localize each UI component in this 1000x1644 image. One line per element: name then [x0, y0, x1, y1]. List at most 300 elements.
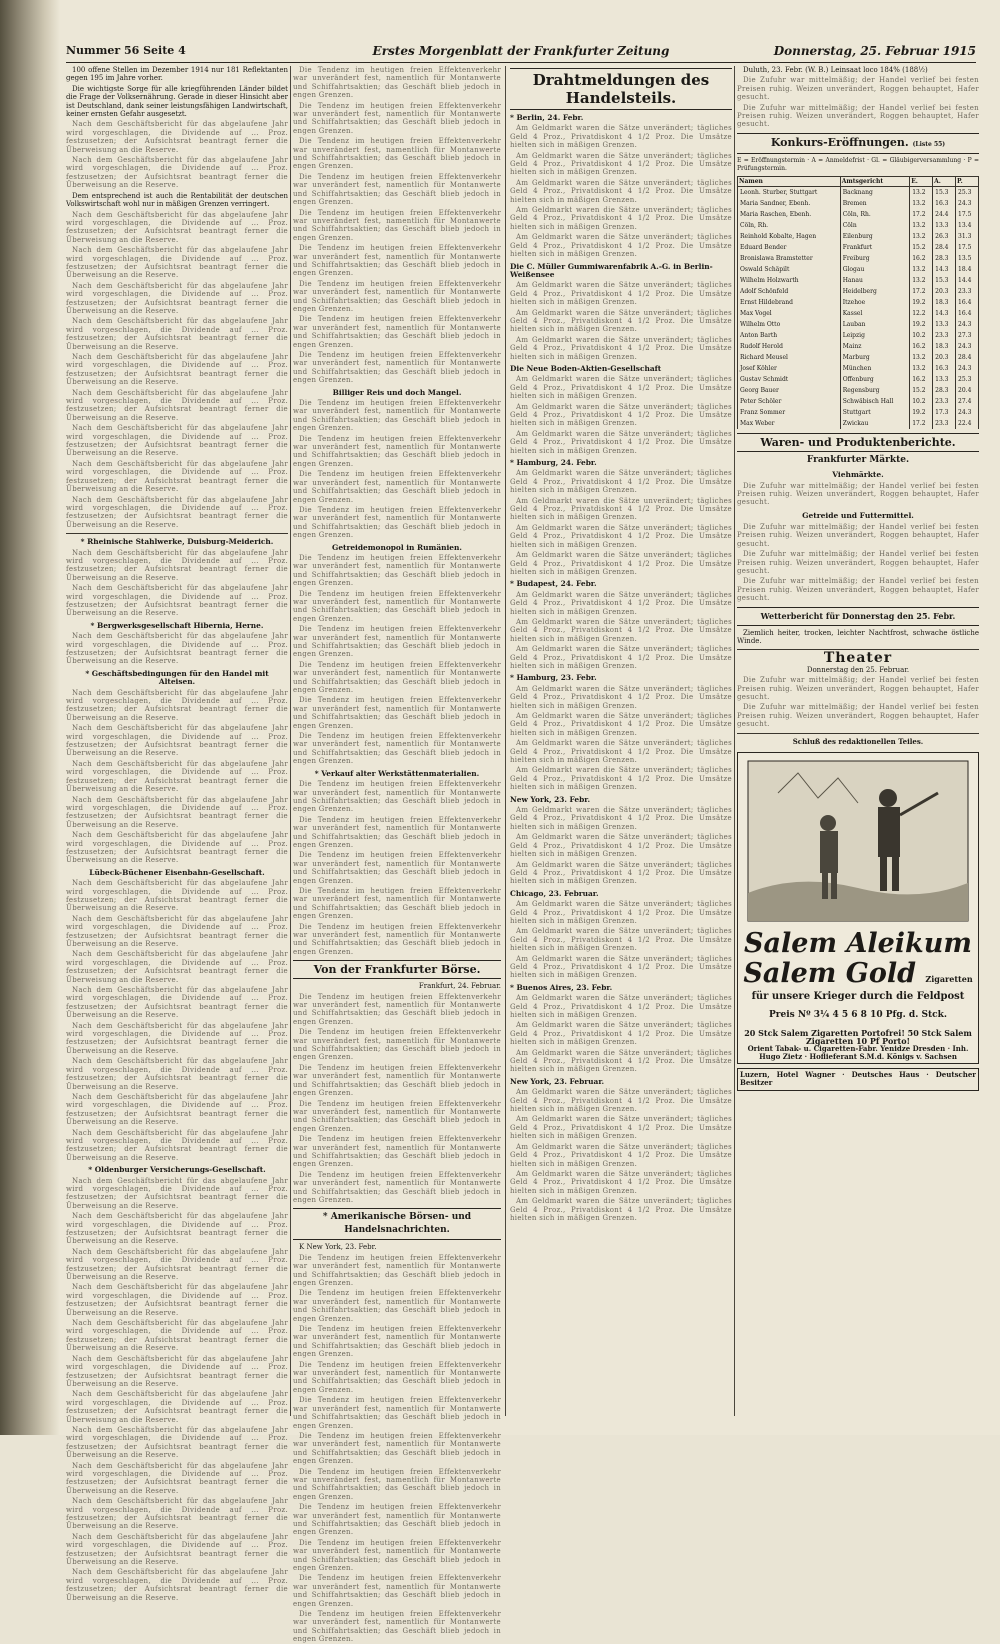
table-cell: 17.2: [910, 286, 933, 297]
article-text: Die Tendenz im heutigen freien Effektenverkehr war unverändert fest, namentlich für Montanwerte und Schiffahrtsaktien; das Geschäft blieb jedoch in engen Grenzen.: [293, 434, 501, 468]
table-cell: Lauban: [840, 319, 910, 330]
konkurs-table: [737, 176, 979, 429]
table-cell: 23.3: [933, 396, 956, 407]
article-text: Nach dem Geschäftsbericht für das abgelaufene Jahr wird vorgeschlagen, die Dividende auf ... Proz. festzusetzen; der Aufsichtsrat beantragt ferner die Überweisung an die Reserve.: [66, 1128, 288, 1162]
table-cell: Leonh. Sturber, Stuttgart: [738, 186, 841, 198]
article-text: Die Zufuhr war mittelmäßig; der Handel verlief bei festen Preisen ruhig. Weizen unverändert, Roggen behauptet, Hafer gesucht.: [737, 676, 979, 701]
table-row: [738, 341, 979, 352]
table-cell: Georg Bauer: [738, 385, 841, 396]
article-text: Nach dem Geschäftsbericht für das abgelaufene Jahr wird vorgeschlagen, die Dividende auf ... Proz. festzusetzen; der Aufsichtsrat beantragt ferner die Überweisung an die Reserve.: [66, 688, 288, 722]
article-text: Am Geldmarkt waren die Sätze unverändert; tägliches Geld 4 Proz., Privatdiskont 4 1/2 Proz. Die Umsätze hielten sich in mäßigen Grenzen.: [510, 954, 732, 980]
table-cell: 13.2: [910, 198, 933, 209]
article-text: Die Tendenz im heutigen freien Effektenverkehr war unverändert fest, namentlich für Montanwerte und Schiffahrtsaktien; das Geschäft blieb jedoch in engen Grenzen.: [293, 279, 501, 313]
article-text: Am Geldmarkt waren die Sätze unverändert; tägliches Geld 4 Proz., Privatdiskont 4 1/2 Proz. Die Umsätze hielten sich in mäßigen Grenzen.: [510, 833, 732, 859]
subsection-title: Frankfurter Märkte.: [806, 454, 910, 465]
article-text: Am Geldmarkt waren die Sätze unverändert; tägliches Geld 4 Proz., Privatdiskont 4 1/2 Proz. Die Umsätze hielten sich in mäßigen Grenzen.: [510, 927, 732, 953]
article-text: Am Geldmarkt waren die Sätze unverändert; tägliches Geld 4 Proz., Privatdiskont 4 1/2 Proz. Die Umsätze hielten sich in mäßigen Grenzen.: [510, 684, 732, 710]
article-text: Die Tendenz im heutigen freien Effektenverkehr war unverändert fest, namentlich für Montanwerte und Schiffahrtsaktien; das Geschäft blieb jedoch in engen Grenzen.: [293, 851, 501, 885]
table-row: [738, 418, 979, 429]
article-text: Nach dem Geschäftsbericht für das abgelaufene Jahr wird vorgeschlagen, die Dividende auf ... Proz. festzusetzen; der Aufsichtsrat beantragt ferner die Überweisung an die Reserve.: [66, 879, 288, 913]
article-text: Nach dem Geschäftsbericht für das abgelaufene Jahr wird vorgeschlagen, die Dividende auf ... Proz. festzusetzen; der Aufsichtsrat beantragt ferner die Überweisung an die Reserve.: [66, 584, 288, 618]
table-cell: Adolf Schönfeld: [738, 286, 841, 297]
article-text: Am Geldmarkt waren die Sätze unverändert; tägliches Geld 4 Proz., Privatdiskont 4 1/2 Proz. Die Umsätze hielten sich in mäßigen Grenzen.: [510, 124, 732, 150]
article-text: Die Tendenz im heutigen freien Effektenverkehr war unverändert fest, namentlich für Montanwerte und Schiffahrtsaktien; das Geschäft blieb jedoch in engen Grenzen.: [293, 625, 501, 659]
article-text: Am Geldmarkt waren die Sätze unverändert; tägliches Geld 4 Proz., Privatdiskont 4 1/2 Proz. Die Umsätze hielten sich in mäßigen Grenzen.: [510, 645, 732, 670]
table-row: [738, 242, 979, 253]
table-row: [738, 186, 979, 198]
table-cell: 24.3: [956, 319, 979, 330]
article-text: Nach dem Geschäftsbericht für das abgelaufene Jahr wird vorgeschlagen, die Dividende auf ... Proz. festzusetzen; der Aufsichtsrat beantragt ferner die Überweisung an die Reserve.: [66, 388, 288, 422]
table-cell: 15.2: [910, 242, 933, 253]
table-row: [738, 297, 979, 308]
table-header: Namen: [738, 176, 841, 186]
table-cell: 17.2: [910, 418, 933, 429]
article-text: Die Tendenz im heutigen freien Effektenverkehr war unverändert fest, namentlich für Montanwerte und Schiffahrtsaktien; das Geschäft blieb jedoch in engen Grenzen.: [293, 1396, 501, 1430]
table-cell: 17.5: [956, 209, 979, 220]
article-text: Die Tendenz im heutigen freien Effektenverkehr war unverändert fest, namentlich für Montanwerte und Schiffahrtsaktien; das Geschäft blieb jedoch in engen Grenzen.: [293, 172, 501, 207]
table-cell: 13.2: [910, 231, 933, 242]
table-cell: 27.4: [956, 396, 979, 407]
table-cell: 13.2: [910, 264, 933, 275]
article-text: Nach dem Geschäftsbericht für das abgelaufene Jahr wird vorgeschlagen, die Dividende auf ... Proz. festzusetzen; der Aufsichtsrat beantragt ferner die Überweisung an die Reserve.: [66, 317, 288, 351]
article-text: Nach dem Geschäftsbericht für das abgelaufene Jahr wird vorgeschlagen, die Dividende auf ... Proz. festzusetzen; der Aufsichtsrat beantragt ferner die Überweisung an die Reserve.: [66, 986, 288, 1020]
article-text: Nach dem Geschäftsbericht für das abgelaufene Jahr wird vorgeschlagen, die Dividende auf ... Proz. festzusetzen; der Aufsichtsrat beantragt ferner die Überweisung an die Reserve.: [66, 1425, 288, 1460]
article-text: Am Geldmarkt waren die Sätze unverändert; tägliches Geld 4 Proz., Privatdiskont 4 1/2 Proz. Die Umsätze hielten sich in mäßigen Grenzen.: [510, 551, 732, 576]
table-cell: 13.2: [910, 275, 933, 286]
article-text: Die Tendenz im heutigen freien Effektenverkehr war unverändert fest, namentlich für Montanwerte und Schiffahrtsaktien; das Geschäft blieb jedoch in engen Grenzen.: [293, 553, 501, 588]
article-text: Die Zufuhr war mittelmäßig; der Handel verlief bei festen Preisen ruhig. Weizen unverändert, Roggen behauptet, Hafer gesucht.: [737, 577, 979, 603]
table-cell: Maria Sandner, Ebenh.: [738, 198, 841, 209]
book-binding: [0, 0, 60, 1435]
table-cell: Frankfurt: [840, 242, 910, 253]
table-cell: Backnang: [840, 186, 910, 198]
article-text: Die Tendenz im heutigen freien Effektenverkehr war unverändert fest, namentlich für Montanwerte und Schiffahrtsaktien; das Geschäft blieb jedoch in engen Grenzen.: [293, 137, 501, 171]
table-cell: Glogau: [840, 264, 910, 275]
table-cell: Stuttgart: [840, 407, 910, 418]
article-text: Nach dem Geschäftsbericht für das abgelaufene Jahr wird vorgeschlagen, die Dividende auf ... Proz. festzusetzen; der Aufsichtsrat beantragt ferner die Überweisung an die Reserve.: [66, 795, 288, 829]
article-text: Die Tendenz im heutigen freien Effektenverkehr war unverändert fest, namentlich für Montanwerte und Schiffahrtsaktien; das Geschäft blieb jedoch in engen Grenzen.: [293, 696, 501, 730]
table-cell: 23.3: [933, 330, 956, 341]
article-text: Die Tendenz im heutigen freien Effektenverkehr war unverändert fest, namentlich für Montanwerte und Schiffahrtsaktien; das Geschäft blieb jedoch in engen Grenzen.: [293, 992, 501, 1026]
article-text: Am Geldmarkt waren die Sätze unverändert; tägliches Geld 4 Proz., Privatdiskont 4 1/2 Proz. Die Umsätze hielten sich in mäßigen Grenzen.: [510, 994, 732, 1019]
article-heading: * Buenos Aires, 23. Febr.: [510, 982, 613, 992]
article-text: Nach dem Geschäftsbericht für das abgelaufene Jahr wird vorgeschlagen, die Dividende auf ... Proz. festzusetzen; der Aufsichtsrat beantragt ferner die Überweisung an die Reserve.: [66, 632, 288, 666]
ad-brand-name: Salem Gold: [743, 958, 916, 989]
article-heading: New York, 23. Februar.: [510, 1076, 605, 1086]
table-cell: 24.3: [956, 407, 979, 418]
article-text: Am Geldmarkt waren die Sätze unverändert; tägliches Geld 4 Proz., Privatdiskont 4 1/2 Proz. Die Umsätze hielten sich in mäßigen Grenzen.: [510, 590, 732, 616]
article-text: Nach dem Geschäftsbericht für das abgelaufene Jahr wird vorgeschlagen, die Dividende auf ... Proz. festzusetzen; der Aufsichtsrat beantragt ferner die Überweisung an die Reserve.: [66, 1497, 288, 1531]
table-row: [738, 286, 979, 297]
ad-offer: 20 Stck Salem Zigaretten Portofrei! 50 Stck Salem Zigaretten 10 Pf Porto!: [744, 1028, 972, 1047]
table-row: [738, 198, 979, 209]
table-cell: 16.2: [910, 341, 933, 352]
table-row: [738, 319, 979, 330]
table-row: [738, 396, 979, 407]
table-cell: München: [840, 363, 910, 374]
page-header: [66, 44, 976, 63]
table-cell: 13.2: [910, 363, 933, 374]
table-cell: 19.2: [910, 297, 933, 308]
article-text: Nach dem Geschäftsbericht für das abgelaufene Jahr wird vorgeschlagen, die Dividende auf ... Proz. festzusetzen; der Aufsichtsrat beantragt ferner die Überweisung an die Reserve.: [66, 1319, 288, 1353]
article-text: Am Geldmarkt waren die Sätze unverändert; tägliches Geld 4 Proz., Privatdiskont 4 1/2 Proz. Die Umsätze hielten sich in mäßigen Grenzen.: [510, 1048, 732, 1074]
article-text: Am Geldmarkt waren die Sätze unverändert; tägliches Geld 4 Proz., Privatdiskont 4 1/2 Proz. Die Umsätze hielten sich in mäßigen Grenzen.: [510, 375, 732, 401]
article-text: Die Tendenz im heutigen freien Effektenverkehr war unverändert fest, namentlich für Montanwerte und Schiffahrtsaktien; das Geschäft blieb jedoch in engen Grenzen.: [293, 1431, 501, 1466]
article-text: Am Geldmarkt waren die Sätze unverändert; tägliches Geld 4 Proz., Privatdiskont 4 1/2 Proz. Die Umsätze hielten sich in mäßigen Grenzen.: [510, 308, 732, 334]
table-cell: Zwickau: [840, 418, 910, 429]
table-cell: 16.3: [933, 363, 956, 374]
ad-brand-line-1: Salem Aleikum: [744, 928, 972, 959]
article-text: Nach dem Geschäftsbericht für das abgelaufene Jahr wird vorgeschlagen, die Dividende auf ... Proz. festzusetzen; der Aufsichtsrat beantragt ferner die Überweisung an die Reserve.: [66, 548, 288, 582]
article-text: Dem entsprechend ist auch die Rentabilität der deutschen Volkswirtschaft wohl nur in mäßigen Grenzen verringert.: [66, 191, 288, 209]
soldier-illustration: [738, 753, 978, 928]
table-cell: 15.2: [910, 385, 933, 396]
article-text: Nach dem Geschäftsbericht für das abgelaufene Jahr wird vorgeschlagen, die Dividende auf ... Proz. festzusetzen; der Aufsichtsrat beantragt ferner die Überweisung an die Reserve.: [66, 1390, 288, 1424]
article-text: Am Geldmarkt waren die Sätze unverändert; tägliches Geld 4 Proz., Privatdiskont 4 1/2 Proz. Die Umsätze hielten sich in mäßigen Grenzen.: [510, 151, 732, 177]
table-cell: Marburg: [840, 352, 910, 363]
table-cell: Hanau: [840, 275, 910, 286]
table-cell: 10.2: [910, 396, 933, 407]
table-cell: Eilenburg: [840, 231, 910, 242]
article-text: Die Tendenz im heutigen freien Effektenverkehr war unverändert fest, namentlich für Montanwerte und Schiffahrtsaktien; das Geschäft blieb jedoch in engen Grenzen.: [293, 244, 501, 278]
article-text: Am Geldmarkt waren die Sätze unverändert; tägliches Geld 4 Proz., Privatdiskont 4 1/2 Proz. Die Umsätze hielten sich in mäßigen Grenzen.: [510, 206, 732, 231]
article-text: Die Tendenz im heutigen freien Effektenverkehr war unverändert fest, namentlich für Montanwerte und Schiffahrtsaktien; das Geschäft blieb jedoch in engen Grenzen.: [293, 1099, 501, 1133]
article-text: Die Tendenz im heutigen freien Effektenverkehr war unverändert fest, namentlich für Montanwerte und Schiffahrtsaktien; das Geschäft blieb jedoch in engen Grenzen.: [293, 589, 501, 623]
article-text: Nach dem Geschäftsbericht für das abgelaufene Jahr wird vorgeschlagen, die Dividende auf ... Proz. festzusetzen; der Aufsichtsrat beantragt ferner die Überweisung an die Reserve.: [66, 1568, 288, 1602]
article-text: Am Geldmarkt waren die Sätze unverändert; tägliches Geld 4 Proz., Privatdiskont 4 1/2 Proz. Die Umsätze hielten sich in mäßigen Grenzen.: [510, 233, 732, 259]
table-row: [738, 275, 979, 286]
section-title: [737, 133, 979, 154]
article-text: Nach dem Geschäftsbericht für das abgelaufene Jahr wird vorgeschlagen, die Dividende auf ... Proz. festzusetzen; der Aufsichtsrat beantragt ferner die Überweisung an die Reserve.: [66, 246, 288, 280]
article-text: Die Zufuhr war mittelmäßig; der Handel verlief bei festen Preisen ruhig. Weizen unverändert, Roggen behauptet, Hafer gesucht.: [737, 76, 979, 102]
column-rule: [505, 66, 506, 1416]
table-row: [738, 374, 979, 385]
table-cell: 17.3: [933, 407, 956, 418]
table-cell: 13.2: [910, 186, 933, 198]
table-cell: 12.2: [910, 308, 933, 319]
article-text: Die Tendenz im heutigen freien Effektenverkehr war unverändert fest, namentlich für Montanwerte und Schiffahrtsaktien; das Geschäft blieb jedoch in engen Grenzen.: [293, 1538, 501, 1572]
article-text: Die Tendenz im heutigen freien Effektenverkehr war unverändert fest, namentlich für Montanwerte und Schiffahrtsaktien; das Geschäft blieb jedoch in engen Grenzen.: [293, 780, 501, 814]
table-cell: Wilhelm Otto: [738, 319, 841, 330]
article-text: Die Tendenz im heutigen freien Effektenverkehr war unverändert fest, namentlich für Montanwerte und Schiffahrtsaktien; das Geschäft blieb jedoch in engen Grenzen.: [293, 1253, 501, 1287]
article-text: Nach dem Geschäftsbericht für das abgelaufene Jahr wird vorgeschlagen, die Dividende auf ... Proz. festzusetzen; der Aufsichtsrat beantragt ferner die Überweisung an die Reserve.: [66, 724, 288, 758]
article-heading: * Budapest, 24. Febr.: [510, 579, 597, 589]
article-text: Am Geldmarkt waren die Sätze unverändert; tägliches Geld 4 Proz., Privatdiskont 4 1/2 Proz. Die Umsätze hielten sich in mäßigen Grenzen.: [510, 860, 732, 886]
article-text: Nach dem Geschäftsbericht für das abgelaufene Jahr wird vorgeschlagen, die Dividende auf ... Proz. festzusetzen; der Aufsichtsrat beantragt ferner die Überweisung an die Reserve.: [66, 424, 288, 458]
article-text: Die Tendenz im heutigen freien Effektenverkehr war unverändert fest, namentlich für Montanwerte und Schiffahrtsaktien; das Geschäft blieb jedoch in engen Grenzen.: [293, 399, 501, 433]
issue-date: Donnerstag, 25. Februar 1915: [773, 44, 976, 58]
article-heading: * Geschäftsbedingungen für den Handel mit Alteisen.: [85, 668, 269, 687]
table-cell: 31.3: [956, 231, 979, 242]
article-text: Die Tendenz im heutigen freien Effektenverkehr war unverändert fest, namentlich für Montanwerte und Schiffahrtsaktien; das Geschäft blieb jedoch in engen Grenzen.: [293, 1170, 501, 1204]
column-rule: [734, 66, 735, 1416]
table-cell: 14.3: [933, 308, 956, 319]
ad-brand-line-2: [738, 959, 978, 994]
table-cell: 13.3: [933, 319, 956, 330]
table-cell: 13.4: [956, 220, 979, 231]
article-heading: * Hamburg, 23. Febr.: [510, 673, 597, 683]
article-text: Die Tendenz im heutigen freien Effektenverkehr war unverändert fest, namentlich für Montanwerte und Schiffahrtsaktien; das Geschäft blieb jedoch in engen Grenzen.: [293, 351, 501, 385]
table-cell: 13.2: [910, 220, 933, 231]
section-title: Drahtmeldungen des Handelsteils.: [510, 68, 732, 110]
table-cell: Franz Sommer: [738, 407, 841, 418]
article-text: Am Geldmarkt waren die Sätze unverändert; tägliches Geld 4 Proz., Privatdiskont 4 1/2 Proz. Die Umsätze hielten sich in mäßigen Grenzen.: [510, 1021, 732, 1047]
table-row: [738, 264, 979, 275]
article-heading: Getreidemonopol in Rumänien.: [332, 542, 462, 552]
table-cell: 23.3: [956, 286, 979, 297]
article-heading: New York, 23. Febr.: [510, 794, 591, 804]
subsection-title: Getreide und Futtermittel.: [802, 510, 914, 520]
article-heading: Billiger Reis und doch Mangel.: [332, 387, 462, 397]
table-cell: 13.3: [933, 220, 956, 231]
table-row: [738, 220, 979, 231]
table-cell: 27.3: [956, 330, 979, 341]
table-cell: Cöln, Rh.: [738, 220, 841, 231]
table-cell: 13.2: [910, 352, 933, 363]
table-header: E.: [910, 176, 933, 186]
article-text: Die Tendenz im heutigen freien Effektenverkehr war unverändert fest, namentlich für Montanwerte und Schiffahrtsaktien; das Geschäft blieb jedoch in engen Grenzen.: [293, 66, 501, 100]
article-text: Am Geldmarkt waren die Sätze unverändert; tägliches Geld 4 Proz., Privatdiskont 4 1/2 Proz. Die Umsätze hielten sich in mäßigen Grenzen.: [510, 739, 732, 765]
table-cell: Anton Barth: [738, 330, 841, 341]
table-cell: Peter Schöler: [738, 396, 841, 407]
article-text: Nach dem Geschäftsbericht für das abgelaufene Jahr wird vorgeschlagen, die Dividende auf ... Proz. festzusetzen; der Aufsichtsrat beantragt ferner die Überweisung an die Reserve.: [66, 1247, 288, 1282]
table-header: P.: [956, 176, 979, 186]
article-text: Nach dem Geschäftsbericht für das abgelaufene Jahr wird vorgeschlagen, die Dividende auf ... Proz. festzusetzen; der Aufsichtsrat beantragt ferner die Überweisung an die Reserve.: [66, 1021, 288, 1055]
table-cell: Oswald Schäpilt: [738, 264, 841, 275]
article-text: Die Tendenz im heutigen freien Effektenverkehr war unverändert fest, namentlich für Montanwerte und Schiffahrtsaktien; das Geschäft blieb jedoch in engen Grenzen.: [293, 1028, 501, 1062]
article-heading: * Verkauf alter Werkstättenmaterialien.: [314, 768, 480, 778]
article-text: Die Tendenz im heutigen freien Effektenverkehr war unverändert fest, namentlich für Montanwerte und Schiffahrtsaktien; das Geschäft blieb jedoch in engen Grenzen.: [293, 101, 501, 135]
hotel-advertisement: Luzern, Hotel Wagner · Deutsches Haus · Deutscher Besitzer: [737, 1068, 979, 1091]
article-text: Am Geldmarkt waren die Sätze unverändert; tägliches Geld 4 Proz., Privatdiskont 4 1/2 Proz. Die Umsätze hielten sich in mäßigen Grenzen.: [510, 1142, 732, 1168]
table-cell: 16.4: [956, 308, 979, 319]
table-header: A.: [933, 176, 956, 186]
section-title: Von der Frankfurter Börse.: [293, 960, 501, 979]
dateline: Donnerstag den 25. Februar.: [806, 665, 910, 674]
table-cell: Max Vogel: [738, 308, 841, 319]
table-cell: 18.3: [933, 297, 956, 308]
table-row: [738, 407, 979, 418]
table-cell: Ernst Hildebrand: [738, 297, 841, 308]
article-text: Die Tendenz im heutigen freien Effektenverkehr war unverändert fest, namentlich für Montanwerte und Schiffahrtsaktien; das Geschäft blieb jedoch in engen Grenzen.: [293, 505, 501, 540]
article-text: Nach dem Geschäftsbericht für das abgelaufene Jahr wird vorgeschlagen, die Dividende auf ... Proz. festzusetzen; der Aufsichtsrat beantragt ferner die Überweisung an die Reserve.: [66, 1354, 288, 1388]
table-cell: 23.3: [933, 418, 956, 429]
article-heading: * Berlin, 24. Febr.: [510, 113, 584, 122]
table-cell: 13.5: [956, 253, 979, 264]
article-text: Nach dem Geschäftsbericht für das abgelaufene Jahr wird vorgeschlagen, die Dividende auf ... Proz. festzusetzen; der Aufsichtsrat beantragt ferner die Überweisung an die Reserve.: [66, 1092, 288, 1127]
table-row: [738, 253, 979, 264]
table-row: [738, 385, 979, 396]
article-text: Die Tendenz im heutigen freien Effektenverkehr war unverändert fest, namentlich für Montanwerte und Schiffahrtsaktien; das Geschäft blieb jedoch in engen Grenzen.: [293, 1503, 501, 1537]
section-title: Theater: [823, 650, 893, 667]
article-heading: * Rheinische Stahlwerke, Duisburg-Meiderich.: [80, 537, 274, 547]
table-cell: Schwäbisch Hall: [840, 396, 910, 407]
ad-maker: Orient Tabak- u. Cigaretten-Fabr. Yenidze Dresden · Inh. Hugo Zietz · Hoflieferant S.M.d. Königs v. Sachsen: [747, 1044, 969, 1062]
table-cell: 19.2: [910, 407, 933, 418]
masthead: Erstes Morgenblatt der Frankfurter Zeitung: [372, 44, 670, 58]
ad-tagline: für unsere Krieger durch die Feldpost: [751, 991, 965, 1002]
article-text: Am Geldmarkt waren die Sätze unverändert; tägliches Geld 4 Proz., Privatdiskont 4 1/2 Proz. Die Umsätze hielten sich in mäßigen Grenzen.: [510, 1169, 732, 1195]
article-text: Nach dem Geschäftsbericht für das abgelaufene Jahr wird vorgeschlagen, die Dividende auf ... Proz. festzusetzen; der Aufsichtsrat beantragt ferner die Überweisung an die Reserve.: [66, 281, 288, 315]
table-cell: Gustav Schmidt: [738, 374, 841, 385]
article-text: Am Geldmarkt waren die Sätze unverändert; tägliches Geld 4 Proz., Privatdiskont 4 1/2 Proz. Die Umsätze hielten sich in mäßigen Grenzen.: [510, 402, 732, 428]
weather-text: Ziemlich heiter, trocken, leichter Nachtfrost, schwache östliche Winde.: [737, 628, 979, 645]
article-text: 100 offene Stellen im Dezember 1914 nur 181 Reflektanten gegen 195 im Jahre vorher.: [66, 66, 288, 83]
article-text: Die Zufuhr war mittelmäßig; der Handel verlief bei festen Preisen ruhig. Weizen unverändert, Roggen behauptet, Hafer gesucht.: [737, 703, 979, 729]
article-text: Nach dem Geschäftsbericht für das abgelaufene Jahr wird vorgeschlagen, die Dividende auf ... Proz. festzusetzen; der Aufsichtsrat beantragt ferner die Überweisung an die Reserve.: [66, 1057, 288, 1091]
table-cell: Itzehoe: [840, 297, 910, 308]
table-cell: 14.4: [956, 275, 979, 286]
article-text: Nach dem Geschäftsbericht für das abgelaufene Jahr wird vorgeschlagen, die Dividende auf ... Proz. festzusetzen; der Aufsichtsrat beantragt ferner die Überweisung an die Reserve.: [66, 914, 288, 948]
article-text: Die wichtigste Sorge für alle kriegführenden Länder bildet die Frage der Volksernährung. Gerade in dieser Hinsicht aber ist Deutschland, dank seiner leistungsfähigen Landwirtschaft, keiner ernsten Gefahr ausgesetzt.: [66, 84, 288, 119]
table-cell: 20.4: [956, 385, 979, 396]
article-text: Die Tendenz im heutigen freien Effektenverkehr war unverändert fest, namentlich für Montanwerte und Schiffahrtsaktien; das Geschäft blieb jedoch in engen Grenzen.: [293, 886, 501, 921]
table-cell: 24.3: [956, 341, 979, 352]
section-title: Wetterbericht für Donnerstag den 25. Febr.: [737, 607, 979, 626]
article-text: Die Tendenz im heutigen freien Effektenverkehr war unverändert fest, namentlich für Montanwerte und Schiffahrtsaktien; das Geschäft blieb jedoch in engen Grenzen.: [293, 1063, 501, 1098]
ad-price: Preis Nº 3¼ 4 5 6 8 10 Pfg. d. Stck.: [768, 1010, 947, 1020]
article-text: Am Geldmarkt waren die Sätze unverändert; tägliches Geld 4 Proz., Privatdiskont 4 1/2 Proz. Die Umsätze hielten sich in mäßigen Grenzen.: [510, 1197, 732, 1222]
konkurs-note: (Liste 55): [912, 140, 946, 148]
table-cell: 19.2: [910, 319, 933, 330]
table-cell: 17.5: [956, 242, 979, 253]
article-heading: * Hamburg, 24. Febr.: [510, 458, 597, 468]
section-title: * Amerikanische Börsen- und Handelsnachrichten.: [293, 1208, 501, 1240]
article-text: Die Tendenz im heutigen freien Effektenverkehr war unverändert fest, namentlich für Montanwerte und Schiffahrtsaktien; das Geschäft blieb jedoch in engen Grenzen.: [293, 1467, 501, 1501]
table-cell: Heidelberg: [840, 286, 910, 297]
article-text: Die Tendenz im heutigen freien Effektenverkehr war unverändert fest, namentlich für Montanwerte und Schiffahrtsaktien; das Geschäft blieb jedoch in engen Grenzen.: [293, 470, 501, 504]
table-cell: Reinhold Kobalte, Hagen: [738, 231, 841, 242]
article-text: Die Tendenz im heutigen freien Effektenverkehr war unverändert fest, namentlich für Montanwerte und Schiffahrtsaktien; das Geschäft blieb jedoch in engen Grenzen.: [293, 732, 501, 766]
column-2: [293, 66, 501, 1644]
column-4: [737, 66, 979, 1416]
table-cell: Leipzig: [840, 330, 910, 341]
article-text: Die Tendenz im heutigen freien Effektenverkehr war unverändert fest, namentlich für Montanwerte und Schiffahrtsaktien; das Geschäft blieb jedoch in engen Grenzen.: [293, 815, 501, 849]
ad-brand-suffix: Zigaretten: [925, 974, 973, 984]
table-cell: Eduard Bender: [738, 242, 841, 253]
table-cell: Regensburg: [840, 385, 910, 396]
divider: [66, 533, 288, 534]
table-row: [738, 209, 979, 220]
table-cell: 15.3: [933, 275, 956, 286]
end-of-editorial: Schluß des redaktionellen Teiles.: [792, 736, 924, 746]
table-cell: 24.3: [956, 363, 979, 374]
article-text: Am Geldmarkt waren die Sätze unverändert; tägliches Geld 4 Proz., Privatdiskont 4 1/2 Proz. Die Umsätze hielten sich in mäßigen Grenzen.: [510, 523, 732, 549]
article-text: Nach dem Geschäftsbericht für das abgelaufene Jahr wird vorgeschlagen, die Dividende auf ... Proz. festzusetzen; der Aufsichtsrat beantragt ferner die Überweisung an die Reserve.: [66, 1283, 288, 1317]
article-text: Nach dem Geschäftsbericht für das abgelaufene Jahr wird vorgeschlagen, die Dividende auf ... Proz. festzusetzen; der Aufsichtsrat beantragt ferner die Überweisung an die Reserve.: [66, 831, 288, 865]
column-3: [510, 66, 732, 1416]
article-text: Die Tendenz im heutigen freien Effektenverkehr war unverändert fest, namentlich für Montanwerte und Schiffahrtsaktien; das Geschäft blieb jedoch in engen Grenzen.: [293, 1574, 501, 1608]
table-header: Amtsgericht: [840, 176, 910, 186]
table-cell: 16.4: [956, 297, 979, 308]
article-text: Die Tendenz im heutigen freien Effektenverkehr war unverändert fest, namentlich für Montanwerte und Schiffahrtsaktien; das Geschäft blieb jedoch in engen Grenzen.: [293, 922, 501, 956]
konkurs-legend: E = Eröffnungstermin · A = Anmeldefrist · Gl. = Gläubigerversammlung · P = Prüfungstermin.: [737, 156, 979, 173]
table-cell: 28.4: [933, 242, 956, 253]
subsection-title: Viehmärkte.: [832, 469, 884, 479]
section-title: Waren- und Produktenberichte.: [737, 433, 979, 452]
table-cell: 16.2: [910, 253, 933, 264]
table-row: [738, 363, 979, 374]
table-cell: 13.3: [933, 374, 956, 385]
dateline: Frankfurt, 24. Februar.: [418, 982, 501, 991]
table-cell: Rudolf Herold: [738, 341, 841, 352]
article-text: Die Tendenz im heutigen freien Effektenverkehr war unverändert fest, namentlich für Montanwerte und Schiffahrtsaktien; das Geschäft blieb jedoch in engen Grenzen.: [293, 208, 501, 242]
article-heading: Die Neue Boden-Aktien-Gesellschaft: [510, 363, 662, 373]
column-rule: [290, 66, 291, 1416]
table-row: [738, 352, 979, 363]
cigarette-advertisement: [737, 752, 979, 1064]
article-text: Die Tendenz im heutigen freien Effektenverkehr war unverändert fest, namentlich für Montanwerte und Schiffahrtsaktien; das Geschäft blieb jedoch in engen Grenzen.: [293, 1135, 501, 1169]
article-heading: Lübeck-Büchener Eisenbahn-Gesellschaft.: [89, 867, 265, 877]
article-text: Nach dem Geschäftsbericht für das abgelaufene Jahr wird vorgeschlagen, die Dividende auf ... Proz. festzusetzen; der Aufsichtsrat beantragt ferner die Überweisung an die Reserve.: [66, 1176, 288, 1210]
table-cell: 14.3: [933, 264, 956, 275]
table-cell: 17.2: [910, 209, 933, 220]
table-cell: 28.3: [933, 253, 956, 264]
article-text: Nach dem Geschäftsbericht für das abgelaufene Jahr wird vorgeschlagen, die Dividende auf ... Proz. festzusetzen; der Aufsichtsrat beantragt ferner die Überweisung an die Reserve.: [66, 759, 288, 794]
table-cell: 15.3: [933, 186, 956, 198]
table-cell: 16.2: [910, 374, 933, 385]
article-text: Am Geldmarkt waren die Sätze unverändert; tägliches Geld 4 Proz., Privatdiskont 4 1/2 Proz. Die Umsätze hielten sich in mäßigen Grenzen.: [510, 335, 732, 361]
table-cell: Richard Meusel: [738, 352, 841, 363]
article-text: Die Tendenz im heutigen freien Effektenverkehr war unverändert fest, namentlich für Montanwerte und Schiffahrtsaktien; das Geschäft blieb jedoch in engen Grenzen.: [293, 1289, 501, 1323]
table-cell: Kassel: [840, 308, 910, 319]
article-text: Am Geldmarkt waren die Sätze unverändert; tägliches Geld 4 Proz., Privatdiskont 4 1/2 Proz. Die Umsätze hielten sich in mäßigen Grenzen.: [510, 178, 732, 204]
table-cell: Cöln, Rh.: [840, 209, 910, 220]
table-cell: 28.4: [956, 352, 979, 363]
article-text: Die Zufuhr war mittelmäßig; der Handel verlief bei festen Preisen ruhig. Weizen unverändert, Roggen behauptet, Hafer gesucht.: [737, 550, 979, 575]
article-text: Am Geldmarkt waren die Sätze unverändert; tägliches Geld 4 Proz., Privatdiskont 4 1/2 Proz. Die Umsätze hielten sich in mäßigen Grenzen.: [510, 712, 732, 737]
article-text: Am Geldmarkt waren die Sätze unverändert; tägliches Geld 4 Proz., Privatdiskont 4 1/2 Proz. Die Umsätze hielten sich in mäßigen Grenzen.: [510, 617, 732, 643]
article-heading: * Oldenburger Versicherungs-Gesellschaft.: [88, 1165, 266, 1175]
table-cell: Wilhelm Holzwarth: [738, 275, 841, 286]
table-cell: Bremen: [840, 198, 910, 209]
table-cell: 25.3: [956, 186, 979, 198]
article-heading: Chicago, 23. Februar.: [510, 888, 599, 898]
table-cell: 20.3: [933, 286, 956, 297]
article-text: Am Geldmarkt waren die Sätze unverändert; tägliches Geld 4 Proz., Privatdiskont 4 1/2 Proz. Die Umsätze hielten sich in mäßigen Grenzen.: [510, 900, 732, 925]
article-text: Nach dem Geschäftsbericht für das abgelaufene Jahr wird vorgeschlagen, die Dividende auf ... Proz. festzusetzen; der Aufsichtsrat beantragt ferner die Überweisung an die Reserve.: [66, 156, 288, 190]
article-text: Am Geldmarkt waren die Sätze unverändert; tägliches Geld 4 Proz., Privatdiskont 4 1/2 Proz. Die Umsätze hielten sich in mäßigen Grenzen.: [510, 429, 732, 455]
divider: [737, 733, 979, 734]
table-cell: 26.3: [933, 231, 956, 242]
dateline: K New York, 23. Febr.: [299, 1243, 377, 1252]
article-text: Nach dem Geschäftsbericht für das abgelaufene Jahr wird vorgeschlagen, die Dividende auf ... Proz. festzusetzen; der Aufsichtsrat beantragt ferner die Überweisung an die Reserve.: [66, 1461, 288, 1495]
table-cell: 28.3: [933, 385, 956, 396]
article-text: Am Geldmarkt waren die Sätze unverändert; tägliches Geld 4 Proz., Privatdiskont 4 1/2 Proz. Die Umsätze hielten sich in mäßigen Grenzen.: [510, 806, 732, 831]
article-text: Die Zufuhr war mittelmäßig; der Handel verlief bei festen Preisen ruhig. Weizen unverändert, Roggen behauptet, Hafer gesucht.: [737, 522, 979, 548]
article-text: Die Tendenz im heutigen freien Effektenverkehr war unverändert fest, namentlich für Montanwerte und Schiffahrtsaktien; das Geschäft blieb jedoch in engen Grenzen.: [293, 315, 501, 349]
article-text: Nach dem Geschäftsbericht für das abgelaufene Jahr wird vorgeschlagen, die Dividende auf ... Proz. festzusetzen; der Aufsichtsrat beantragt ferner die Überweisung an die Reserve.: [66, 353, 288, 387]
table-cell: 18.4: [956, 264, 979, 275]
table-cell: Mainz: [840, 341, 910, 352]
table-cell: Maria Raschen, Ebenh.: [738, 209, 841, 220]
article-text: Nach dem Geschäftsbericht für das abgelaufene Jahr wird vorgeschlagen, die Dividende auf ... Proz. festzusetzen; der Aufsichtsrat beantragt ferner die Überweisung an die Reserve.: [66, 495, 288, 529]
table-cell: Offenburg: [840, 374, 910, 385]
table-cell: 10.2: [910, 330, 933, 341]
article-text: Die Tendenz im heutigen freien Effektenverkehr war unverändert fest, namentlich für Montanwerte und Schiffahrtsaktien; das Geschäft blieb jedoch in engen Grenzen.: [293, 660, 501, 695]
article-text: Die Tendenz im heutigen freien Effektenverkehr war unverändert fest, namentlich für Montanwerte und Schiffahrtsaktien; das Geschäft blieb jedoch in engen Grenzen.: [293, 1610, 501, 1644]
article-text: Nach dem Geschäftsbericht für das abgelaufene Jahr wird vorgeschlagen, die Dividende auf ... Proz. festzusetzen; der Aufsichtsrat beantragt ferner die Überweisung an die Reserve.: [66, 459, 288, 494]
table-row: [738, 330, 979, 341]
article-text: Am Geldmarkt waren die Sätze unverändert; tägliches Geld 4 Proz., Privatdiskont 4 1/2 Proz. Die Umsätze hielten sich in mäßigen Grenzen.: [510, 496, 732, 522]
table-row: [738, 231, 979, 242]
article-heading: Die C. Müller Gummiwarenfabrik A.-G. in Berlin-Weißensee: [510, 261, 713, 279]
table-cell: 25.3: [956, 374, 979, 385]
article-text: Am Geldmarkt waren die Sätze unverändert; tägliches Geld 4 Proz., Privatdiskont 4 1/2 Proz. Die Umsätze hielten sich in mäßigen Grenzen.: [510, 766, 732, 792]
article-text: Am Geldmarkt waren die Sätze unverändert; tägliches Geld 4 Proz., Privatdiskont 4 1/2 Proz. Die Umsätze hielten sich in mäßigen Grenzen.: [510, 1088, 732, 1114]
table-cell: Freiburg: [840, 253, 910, 264]
table-cell: 22.4: [956, 418, 979, 429]
